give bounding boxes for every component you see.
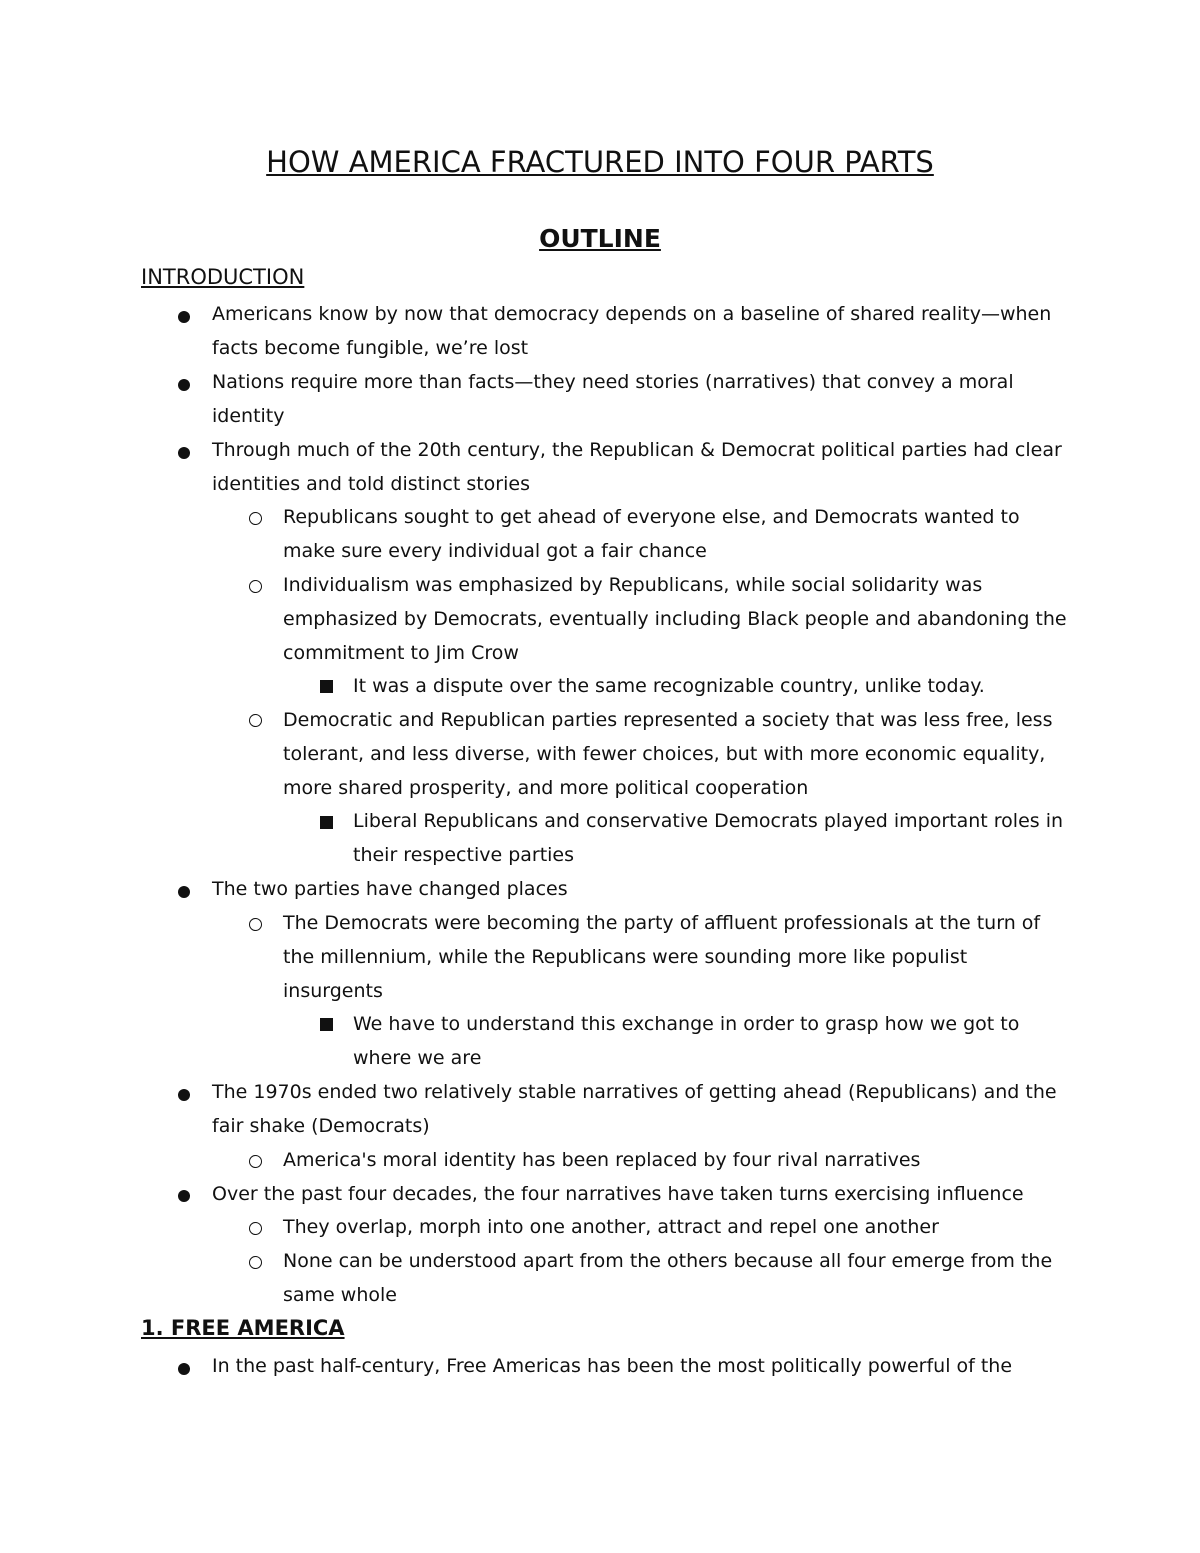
bullet-disc-icon (178, 379, 190, 391)
list-item: Democratic and Republican parties represented a society that was less free, less tolerant, and less diverse, with fewer choices, but with more economic equality, more shared prosperity, and more political cooperation (283, 709, 1053, 799)
bullet-circle-icon (249, 1256, 262, 1269)
bullet-disc-icon (178, 447, 190, 459)
section-heading-introduction: INTRODUCTION (141, 265, 305, 289)
bullet-square-icon (320, 680, 333, 693)
list-item: Republicans sought to get ahead of everyone else, and Democrats wanted to make sure every individual got a fair chance (283, 506, 1020, 562)
bullet-circle-icon (249, 512, 262, 525)
bullet-disc-icon (178, 311, 190, 323)
list-item: America's moral identity has been replaced by four rival narratives (283, 1149, 921, 1171)
section-heading-free-america: 1. FREE AMERICA (141, 1316, 345, 1340)
list-item: Individualism was emphasized by Republicans, while social solidarity was emphasized by Democrats, eventually including Black people and abandoning the commitment to Jim Crow (283, 574, 1067, 664)
list-item: Nations require more than facts—they need stories (narratives) that convey a moral identity (212, 371, 1014, 427)
bullet-square-icon (320, 816, 333, 829)
bullet-circle-icon (249, 580, 262, 593)
list-item: Over the past four decades, the four narratives have taken turns exercising influence (212, 1183, 1024, 1205)
bullet-disc-icon (178, 1089, 190, 1101)
bullet-disc-icon (178, 1190, 190, 1202)
list-item: They overlap, morph into one another, attract and repel one another (283, 1216, 939, 1238)
list-item: We have to understand this exchange in order to grasp how we got to where we are (353, 1013, 1020, 1069)
bullet-circle-icon (249, 714, 262, 727)
list-item: The Democrats were becoming the party of affluent professionals at the turn of the millennium, while the Republicans were sounding more like populist insurgents (283, 912, 1041, 1002)
list-item: The two parties have changed places (212, 878, 568, 900)
list-item: In the past half-century, Free Americas has been the most politically powerful of the (212, 1355, 1013, 1377)
document-subtitle: OUTLINE (539, 224, 661, 253)
list-item: Liberal Republicans and conservative Democrats played important roles in their respective parties (353, 810, 1064, 866)
document-title: HOW AMERICA FRACTURED INTO FOUR PARTS (266, 145, 934, 179)
bullet-circle-icon (249, 918, 262, 931)
list-item: The 1970s ended two relatively stable narratives of getting ahead (Republicans) and the fair shake (Democrats) (212, 1081, 1057, 1137)
bullet-square-icon (320, 1018, 333, 1031)
list-item: None can be understood apart from the others because all four emerge from the same whole (283, 1250, 1053, 1306)
bullet-disc-icon (178, 1363, 190, 1375)
bullet-circle-icon (249, 1222, 262, 1235)
list-item: Americans know by now that democracy depends on a baseline of shared reality—when facts become fungible, we’re lost (212, 303, 1052, 359)
list-item: It was a dispute over the same recognizable country, unlike today. (353, 675, 985, 697)
bullet-circle-icon (249, 1155, 262, 1168)
list-item: Through much of the 20th century, the Republican & Democrat political parties had clear identities and told distinct stories (212, 439, 1062, 495)
bullet-disc-icon (178, 886, 190, 898)
